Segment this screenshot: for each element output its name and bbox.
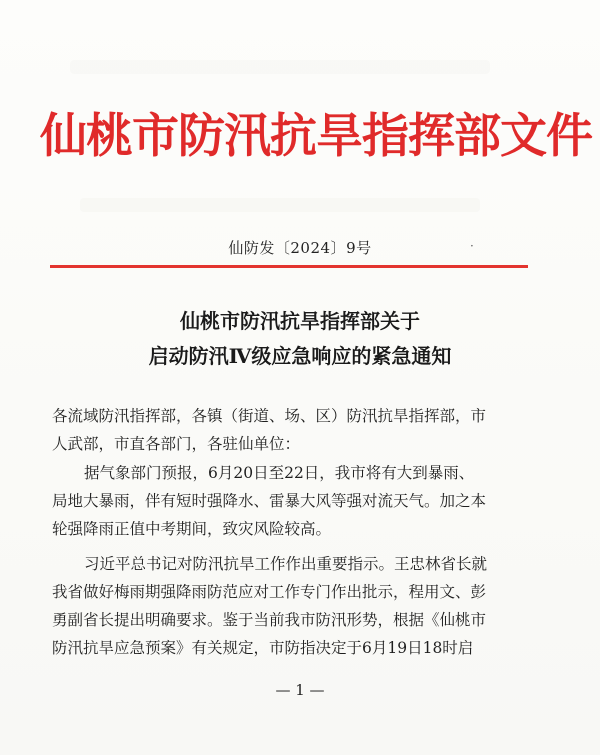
document-number: 仙防发〔2024〕9号 — [228, 239, 372, 257]
notice-title-line-2: 启动防汛Ⅳ级应急响应的紧急通知 — [148, 344, 452, 368]
red-divider-line — [50, 265, 528, 268]
scan-smudge — [80, 198, 480, 212]
scan-smudge — [70, 60, 490, 74]
document-header-title: 仙桃市防汛抗旱指挥部文件 — [40, 109, 592, 164]
body-line-9: 防汛抗旱应急预案》有关规定，市防指决定于6月19日18时启 — [52, 639, 474, 657]
body-line-2: 人武部，市直各部门，各驻仙单位： — [52, 435, 301, 453]
document-mark: · — [470, 239, 474, 253]
notice-title-line-1: 仙桃市防汛抗旱指挥部关于 — [180, 309, 420, 333]
body-line-8: 勇副省长提出明确要求。鉴于当前我市防汛形势，根据《仙桃市 — [52, 611, 487, 629]
page-number: — 1 — — [275, 681, 325, 699]
body-line-7: 我省做好梅雨期强降雨防范应对工作专门作出批示，程用文、彭 — [52, 583, 487, 601]
body-line-1: 各流域防汛指挥部，各镇（街道、场、区）防汛抗旱指挥部，市 — [52, 407, 487, 425]
body-line-3: 据气象部门预报，6月20日至22日，我市将有大到暴雨、 — [84, 464, 475, 482]
body-line-4: 局地大暴雨，伴有短时强降水、雷暴大风等强对流天气。加之本 — [52, 492, 487, 510]
body-line-5: 轮强降雨正值中考期间，致灾风险较高。 — [52, 520, 332, 538]
body-line-6: 习近平总书记对防汛抗旱工作作出重要指示。王忠林省长就 — [84, 555, 488, 573]
